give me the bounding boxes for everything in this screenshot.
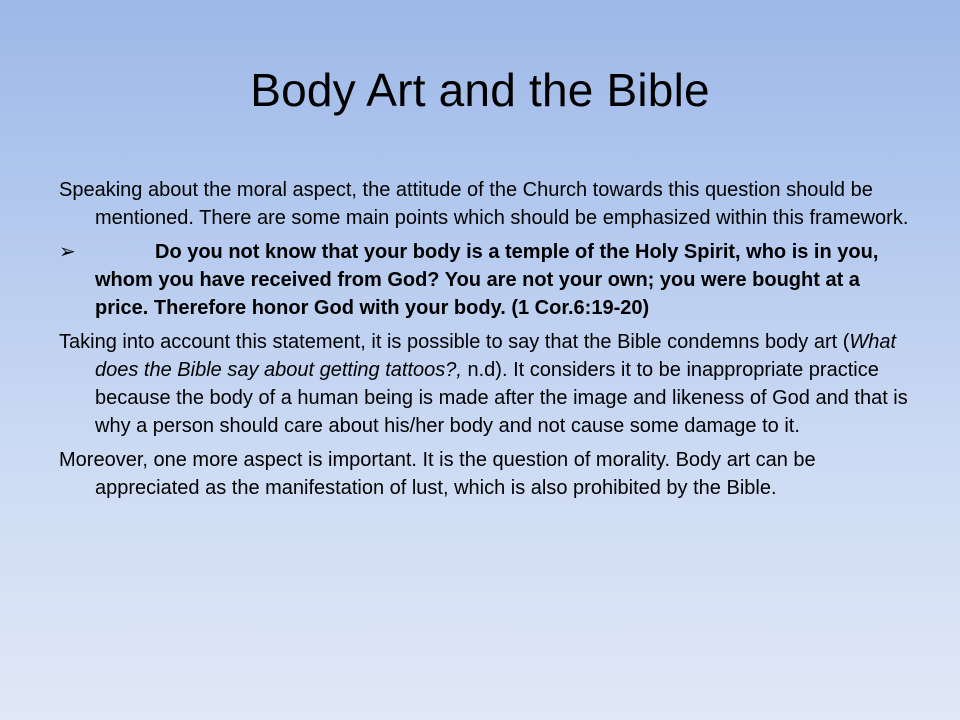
paragraph-condemnation-text-end: n.d). It considers it to be inappropriate practice because the body of a human being is made after the image and likeness of God and that is why a person should care about his/her body and not cause some damage to it. <box>95 359 908 437</box>
bible-quote-text: Do you not know that your body is a temple of the Holy Spirit, who is in you, whom you have received from God? You are not your own; you were bought at a price. Therefore honor God with your body. (1 Cor.6:19-20) <box>95 241 879 319</box>
citation-title: What does the Bible say about getting tattoos?, <box>95 331 897 381</box>
paragraph-condemnation <box>59 328 909 440</box>
slide-body <box>59 176 909 508</box>
arrow-bullet-icon: ➢ <box>59 241 76 263</box>
paragraph-condemnation-text-start: Taking into account this statement, it is possible to say that the Bible condemns body art ( <box>59 331 850 353</box>
paragraph-morality: Moreover, one more aspect is important. It is the question of morality. Body art can be appreciated as the manifestation of lust, which is also prohibited by the Bible. <box>59 449 816 499</box>
slide-title: Body Art and the Bible <box>250 64 710 116</box>
bible-quote-bullet <box>59 238 909 322</box>
paragraph-intro: Speaking about the moral aspect, the attitude of the Church towards this question should be mentioned. There are some main points which should be emphasized within this framework. <box>59 179 909 229</box>
